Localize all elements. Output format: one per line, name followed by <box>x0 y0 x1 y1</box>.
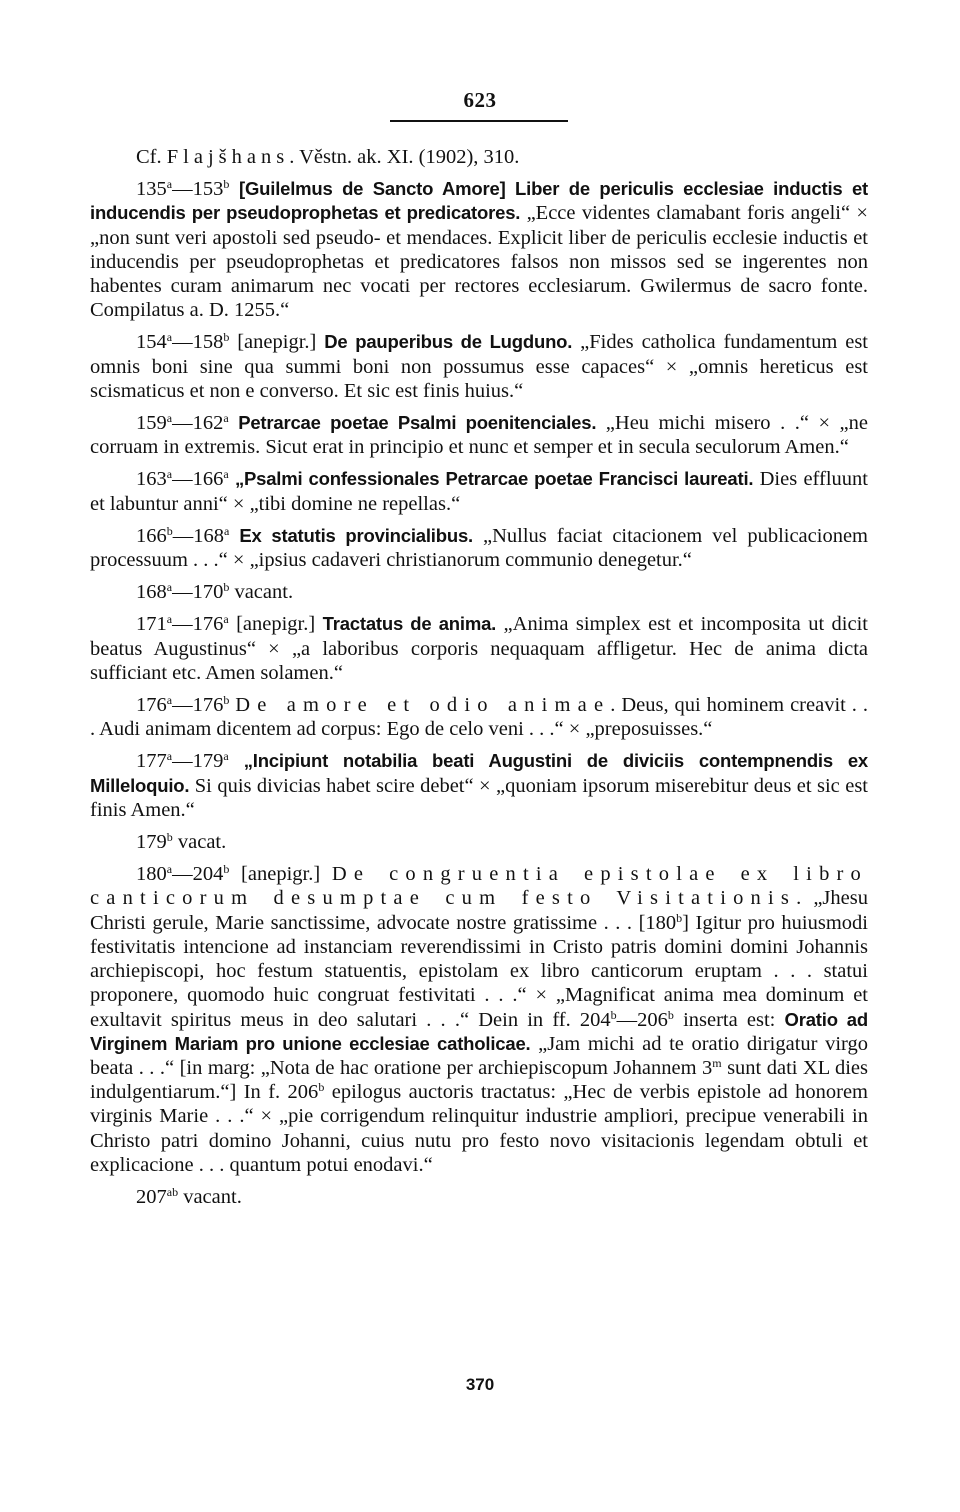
catalog-text <box>90 145 868 1217</box>
entry-text: [anepigr.] <box>228 613 323 636</box>
entry-text: 176 <box>136 694 167 717</box>
entry-text: Cf. <box>136 146 167 168</box>
entry-text: 177 <box>136 750 167 773</box>
superscript: a <box>166 862 173 877</box>
catalog-entry-e166 <box>90 524 868 572</box>
entry-text: . Věstn. ak. XI. (1902), 310. <box>289 146 520 168</box>
superscript: b <box>223 330 230 345</box>
entry-text: vacant. <box>229 581 294 604</box>
entry-text: „Heu michi misero . .“ × „ne corruam in extremis. Sicut erat in principio et nunc et semper et in secula seculorum Amen.“ <box>90 412 868 459</box>
entry-text: vacat. <box>172 831 227 854</box>
entry-text: —176 <box>172 694 224 717</box>
catalog-entry-e179 <box>90 830 868 854</box>
entry-text: 171 <box>136 613 167 636</box>
catalog-entry-e135 <box>90 177 868 322</box>
page-number: 623 <box>463 88 497 112</box>
superscript: b <box>676 910 683 925</box>
entry-text: . „Jhesu Christi gerule, Marie sanctissime, advocate nostre gratissime . . . [180 <box>90 887 868 934</box>
spaced-title: Flajšhans <box>166 146 290 168</box>
superscript: a <box>223 749 229 764</box>
entry-text: 166 <box>136 524 167 547</box>
superscript: a <box>166 612 173 627</box>
superscript: a <box>166 330 173 345</box>
spaced-title: De amore et odio animae <box>235 694 611 717</box>
entry-text: 180 <box>136 863 167 886</box>
entry-text: 163 <box>136 468 167 491</box>
superscript: b <box>318 1080 325 1095</box>
catalog-entry-e180 <box>90 862 868 1177</box>
entry-text: 168 <box>136 581 167 604</box>
entry-text: —168 <box>172 524 224 547</box>
superscript: b <box>166 523 173 538</box>
entry-text <box>229 525 239 547</box>
superscript: a <box>166 749 173 764</box>
superscript: a <box>224 523 230 538</box>
catalog-entry-e176 <box>90 693 868 741</box>
superscript: b <box>223 177 230 192</box>
entry-title: [Guilelmus de Sancto Amore] Liber de periculis ecclesiae inductis et inducendis per pseudoprophetas et predicatores. <box>90 178 868 224</box>
superscript: ab <box>166 1184 179 1199</box>
superscript: a <box>166 411 173 426</box>
superscript: b <box>223 862 230 877</box>
entry-text: „Jam michi ad te oratio dirigatur virgo beata . . .“ [in marg: „Nota de hac oratione per archiepiscopum Johannem 3 <box>90 1032 868 1079</box>
entry-text: —158 <box>172 331 224 354</box>
catalog-entry-e171 <box>90 612 868 685</box>
folio-number: 370 <box>465 1375 495 1394</box>
catalog-entry-e163 <box>90 467 868 515</box>
entry-title: Petrarcae poetae Psalmi poenitenciales. <box>238 412 597 434</box>
entry-text <box>229 412 239 434</box>
entry-text: Dies effluunt et labuntur anni“ × „tibi domine ne repellas.“ <box>90 468 868 515</box>
entry-text: „Fides catholica fundamentum est omnis boni sine qua summi boni non possumus esse capaces“ × „omnis hereticus est scismaticus et non e converso. Et sic est finis huius.“ <box>90 331 868 402</box>
entry-text: „Anima simplex est et incomposita ut dicit beatus Augustinus“ × „a laboribus corporis nequaquam affligetur. Hec de anima dicta sufficiant etc. Amen solamen.“ <box>90 613 868 684</box>
entry-title: De pauperibus de Lugduno. <box>324 331 573 353</box>
entry-text: [anepigr.] <box>229 331 325 354</box>
entry-text: [anepigr.] <box>229 863 332 886</box>
entry-text: —204 <box>172 863 224 886</box>
superscript: m <box>712 1055 722 1070</box>
spaced-title: De congruentia epistolae ex libro canticorum desumptae cum festo Visitationis <box>90 863 868 910</box>
entry-text: Si quis divicias habet scire debet“ × „quoniam ipsorum miserebitur deus et sic est finis Amen.“ <box>90 774 868 821</box>
entry-text: . Deus, qui hominem creavit . . . Audi animam dicentem ad corpus: Ego de celo veni . . .“ × „preposuisses.“ <box>90 694 868 741</box>
entry-text: —206 <box>616 1008 668 1031</box>
catalog-entry-cf <box>90 145 868 169</box>
entry-text <box>229 178 239 200</box>
entry-text: „Ecce videntes clamabant foris angeli“ × „non sunt veri apostoli sed pseudo- et mendaces. Explicit liber de periculis ecclesie inductis et inducendis per pseudoprophetas et predicatores falsos non missos sed se ingerentes non habentes curam animarum nec vocati per rectores ecclesiarum. Gwilermus de sacro fonte. Compilatus a. D. 1255.“ <box>90 202 868 322</box>
entry-title: Tractatus de anima. <box>322 613 497 635</box>
entry-text: 207 <box>136 1185 167 1208</box>
entry-text: —170 <box>172 581 224 604</box>
superscript: a <box>223 467 229 482</box>
entry-text: 179 <box>136 831 167 854</box>
entry-text: inserta est: <box>673 1008 785 1031</box>
entry-text: 159 <box>136 412 167 435</box>
entry-title: Ex statutis provincialibus. <box>239 524 473 546</box>
entry-text: 135 <box>136 178 167 201</box>
superscript: b <box>223 693 230 708</box>
catalog-entry-e168 <box>90 580 868 604</box>
entry-text: epilogus auctoris tractatus: „Hec de verbis epistole ad honorem virginis Marie . . .“ × „pie corrigendum relinquitur industrie ampliori, precipue venerabili in Christo patri domino Johanni, cuius nutu pro festo novo visitacionis legendam obtuli et explicacione . . . quantum potui enodavi.“ <box>90 1081 868 1176</box>
superscript: a <box>166 580 173 595</box>
header-rule <box>390 120 568 122</box>
superscript: a <box>166 177 173 192</box>
entry-text: sunt dati XL dies indulgentiarum.“] In f. 206 <box>90 1056 868 1104</box>
entry-text: „Nullus faciat citacionem vel publicacionem processuum . . .“ × „ipsius cadaveri christianorum communio denegetur.“ <box>90 524 868 572</box>
entry-text: —166 <box>172 468 224 491</box>
superscript: b <box>223 580 230 595</box>
entry-text: 154 <box>136 331 167 354</box>
superscript: a <box>166 467 173 482</box>
entry-text: —176 <box>172 613 224 636</box>
entry-text: vacant. <box>178 1185 242 1208</box>
catalog-entry-e207 <box>90 1185 868 1209</box>
entry-title: Oratio ad Virginem Mariam pro unione ecclesiae catholicae. <box>90 1008 868 1054</box>
superscript: a <box>223 612 229 627</box>
catalog-entry-e154 <box>90 330 868 403</box>
entry-text: —153 <box>172 178 224 201</box>
superscript: a <box>166 693 173 708</box>
entry-text: —162 <box>172 412 224 435</box>
superscript: b <box>610 1007 617 1022</box>
superscript: a <box>223 411 229 426</box>
entry-title: „Psalmi confessionales Petrarcae poetae Francisci laureati. <box>234 468 754 490</box>
superscript: b <box>166 830 173 845</box>
entry-text: —179 <box>172 750 224 773</box>
entry-title: „Incipiunt notabilia beati Augustini de diviciis contempnendis ex Milleloquio. <box>90 750 868 796</box>
superscript: b <box>667 1007 674 1022</box>
entry-text: ] Igitur pro huiusmodi festivitatis intencione ad instanciam reverendissimi in Cristo patris domini domini Johannis archiepiscopi, hoc festum statuentis, epistolam ex libro canticorum eruptam . . . statui proponere, quomodo huic congruat festivitati . . .“ × „Magnificat anima mea dominum et exultavit spiritus meus in deo salutari . . .“ Dein in ff. 204 <box>90 911 868 1031</box>
entry-text <box>229 750 244 772</box>
catalog-entry-e159 <box>90 411 868 459</box>
catalog-entry-e177 <box>90 749 868 822</box>
